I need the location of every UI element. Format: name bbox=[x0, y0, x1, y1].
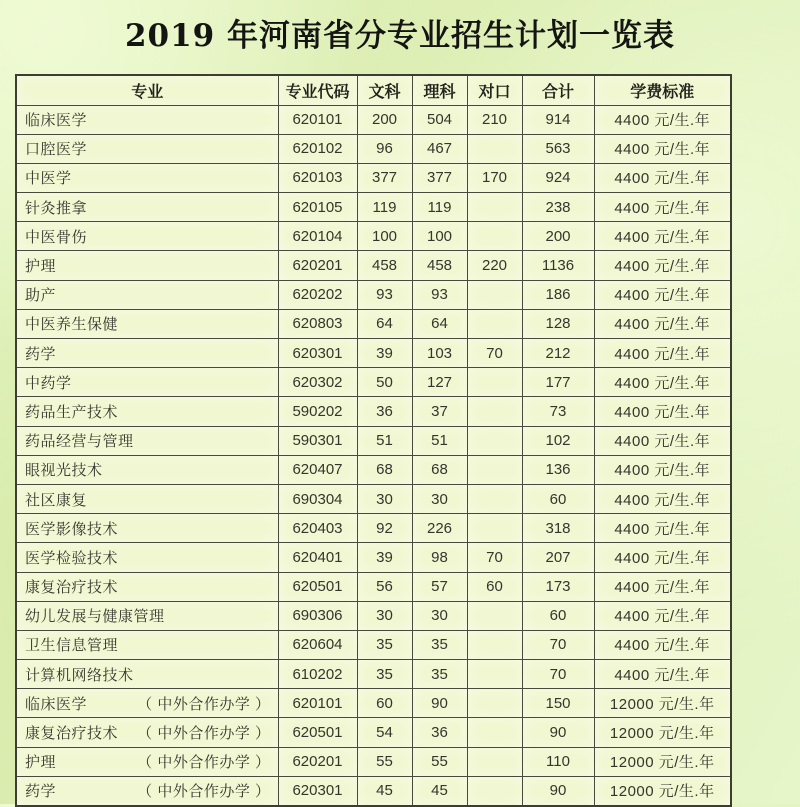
total-count-cell: 73 bbox=[522, 397, 594, 426]
arts-count-cell: 458 bbox=[357, 251, 412, 280]
major-cell bbox=[16, 455, 278, 484]
column-header: 对口 bbox=[467, 75, 522, 105]
tuition-cell: 4400 元/生.年 bbox=[594, 426, 731, 455]
major-cell bbox=[16, 339, 278, 368]
tuition-cell: 4400 元/生.年 bbox=[594, 339, 731, 368]
code-cell: 620101 bbox=[278, 689, 357, 718]
vocational-count-cell bbox=[467, 134, 522, 163]
major-name: 中医骨伤 bbox=[25, 228, 88, 246]
major-name: 口腔医学 bbox=[25, 141, 88, 159]
arts-count-cell: 39 bbox=[357, 339, 412, 368]
total-count-cell: 102 bbox=[522, 426, 594, 455]
arts-count-cell: 39 bbox=[357, 543, 412, 572]
total-count-cell: 177 bbox=[522, 368, 594, 397]
total-count-cell: 136 bbox=[522, 455, 594, 484]
tuition-cell: 4400 元/生.年 bbox=[594, 105, 731, 134]
major-cell bbox=[16, 747, 278, 776]
major-cell bbox=[16, 163, 278, 192]
vocational-count-cell bbox=[467, 776, 522, 805]
vocational-count-cell: 210 bbox=[467, 105, 522, 134]
major-name: 康复治疗技术 bbox=[25, 579, 119, 597]
table-row bbox=[16, 397, 731, 426]
code-cell: 690304 bbox=[278, 484, 357, 513]
code-cell: 620103 bbox=[278, 163, 357, 192]
arts-count-cell: 54 bbox=[357, 718, 412, 747]
total-count-cell: 70 bbox=[522, 630, 594, 659]
tuition-cell: 4400 元/生.年 bbox=[594, 630, 731, 659]
major-cell bbox=[16, 484, 278, 513]
science-count-cell: 55 bbox=[412, 747, 467, 776]
arts-count-cell: 64 bbox=[357, 309, 412, 338]
table-row bbox=[16, 134, 731, 163]
science-count-cell: 35 bbox=[412, 630, 467, 659]
tuition-cell: 12000 元/生.年 bbox=[594, 747, 731, 776]
major-name: 康复治疗技术 bbox=[25, 725, 119, 743]
science-count-cell: 103 bbox=[412, 339, 467, 368]
table-row bbox=[16, 660, 731, 689]
code-cell: 620202 bbox=[278, 280, 357, 309]
vocational-count-cell: 220 bbox=[467, 251, 522, 280]
vocational-count-cell bbox=[467, 660, 522, 689]
total-count-cell: 186 bbox=[522, 280, 594, 309]
code-cell: 620401 bbox=[278, 543, 357, 572]
table-row bbox=[16, 163, 731, 192]
tuition-cell: 4400 元/生.年 bbox=[594, 222, 731, 251]
science-count-cell: 98 bbox=[412, 543, 467, 572]
tuition-cell: 12000 元/生.年 bbox=[594, 689, 731, 718]
major-cell bbox=[16, 718, 278, 747]
table-row bbox=[16, 455, 731, 484]
major-name: 中药学 bbox=[25, 374, 72, 392]
major-cell bbox=[16, 105, 278, 134]
major-cell bbox=[16, 543, 278, 572]
enrollment-table bbox=[15, 74, 732, 807]
major-cell bbox=[16, 660, 278, 689]
code-cell: 610202 bbox=[278, 660, 357, 689]
major-name: 针灸推拿 bbox=[25, 199, 88, 217]
code-cell: 620102 bbox=[278, 134, 357, 163]
science-count-cell: 68 bbox=[412, 455, 467, 484]
table-row bbox=[16, 484, 731, 513]
arts-count-cell: 200 bbox=[357, 105, 412, 134]
major-note: （ 中外合作办学 ） bbox=[137, 754, 271, 772]
table-row bbox=[16, 689, 731, 718]
total-count-cell: 150 bbox=[522, 689, 594, 718]
vocational-count-cell bbox=[467, 426, 522, 455]
vocational-count-cell bbox=[467, 718, 522, 747]
major-note: （ 中外合作办学 ） bbox=[137, 783, 271, 801]
code-cell: 690306 bbox=[278, 601, 357, 630]
major-name: 计算机网络技术 bbox=[25, 666, 134, 684]
major-cell bbox=[16, 368, 278, 397]
vocational-count-cell bbox=[467, 601, 522, 630]
major-name: 药品生产技术 bbox=[25, 403, 119, 421]
arts-count-cell: 36 bbox=[357, 397, 412, 426]
vocational-count-cell bbox=[467, 630, 522, 659]
tuition-cell: 4400 元/生.年 bbox=[594, 309, 731, 338]
major-name: 护理 bbox=[25, 258, 57, 276]
code-cell: 620201 bbox=[278, 251, 357, 280]
arts-count-cell: 96 bbox=[357, 134, 412, 163]
vocational-count-cell bbox=[467, 747, 522, 776]
code-cell: 620301 bbox=[278, 776, 357, 805]
major-cell bbox=[16, 601, 278, 630]
code-cell: 590202 bbox=[278, 397, 357, 426]
total-count-cell: 128 bbox=[522, 309, 594, 338]
vocational-count-cell: 70 bbox=[467, 339, 522, 368]
vocational-count-cell bbox=[467, 193, 522, 222]
major-name: 眼视光技术 bbox=[25, 462, 103, 480]
major-cell bbox=[16, 776, 278, 805]
arts-count-cell: 92 bbox=[357, 514, 412, 543]
total-count-cell: 110 bbox=[522, 747, 594, 776]
vocational-count-cell bbox=[467, 280, 522, 309]
science-count-cell: 35 bbox=[412, 660, 467, 689]
major-cell bbox=[16, 630, 278, 659]
arts-count-cell: 35 bbox=[357, 630, 412, 659]
science-count-cell: 504 bbox=[412, 105, 467, 134]
major-name: 医学检验技术 bbox=[25, 549, 119, 567]
table-row bbox=[16, 747, 731, 776]
total-count-cell: 212 bbox=[522, 339, 594, 368]
major-name: 卫生信息管理 bbox=[25, 637, 119, 655]
major-name: 药学 bbox=[25, 345, 57, 363]
code-cell: 620101 bbox=[278, 105, 357, 134]
major-name: 中医养生保健 bbox=[25, 316, 119, 334]
major-name: 中医学 bbox=[25, 170, 72, 188]
science-count-cell: 37 bbox=[412, 397, 467, 426]
vocational-count-cell: 70 bbox=[467, 543, 522, 572]
science-count-cell: 100 bbox=[412, 222, 467, 251]
total-count-cell: 60 bbox=[522, 484, 594, 513]
vocational-count-cell: 60 bbox=[467, 572, 522, 601]
total-count-cell: 173 bbox=[522, 572, 594, 601]
table-row bbox=[16, 309, 731, 338]
code-cell: 620302 bbox=[278, 368, 357, 397]
major-cell bbox=[16, 193, 278, 222]
column-header: 合计 bbox=[522, 75, 594, 105]
code-cell: 620104 bbox=[278, 222, 357, 251]
code-cell: 620403 bbox=[278, 514, 357, 543]
tuition-cell: 4400 元/生.年 bbox=[594, 193, 731, 222]
tuition-cell: 4400 元/生.年 bbox=[594, 660, 731, 689]
science-count-cell: 51 bbox=[412, 426, 467, 455]
arts-count-cell: 377 bbox=[357, 163, 412, 192]
science-count-cell: 57 bbox=[412, 572, 467, 601]
arts-count-cell: 30 bbox=[357, 484, 412, 513]
science-count-cell: 64 bbox=[412, 309, 467, 338]
vocational-count-cell bbox=[467, 309, 522, 338]
science-count-cell: 90 bbox=[412, 689, 467, 718]
total-count-cell: 90 bbox=[522, 776, 594, 805]
table-row bbox=[16, 630, 731, 659]
total-count-cell: 200 bbox=[522, 222, 594, 251]
total-count-cell: 90 bbox=[522, 718, 594, 747]
major-name: 社区康复 bbox=[25, 491, 88, 509]
table-row bbox=[16, 280, 731, 309]
column-header: 专业代码 bbox=[278, 75, 357, 105]
table-body bbox=[16, 105, 731, 806]
tuition-cell: 12000 元/生.年 bbox=[594, 718, 731, 747]
tuition-cell: 4400 元/生.年 bbox=[594, 397, 731, 426]
arts-count-cell: 51 bbox=[357, 426, 412, 455]
table-header-row bbox=[16, 75, 731, 105]
code-cell: 620105 bbox=[278, 193, 357, 222]
enrollment-plan-table bbox=[15, 74, 732, 807]
science-count-cell: 45 bbox=[412, 776, 467, 805]
table-row bbox=[16, 543, 731, 572]
tuition-cell: 12000 元/生.年 bbox=[594, 776, 731, 805]
major-name: 临床医学 bbox=[25, 112, 88, 130]
tuition-cell: 4400 元/生.年 bbox=[594, 163, 731, 192]
science-count-cell: 377 bbox=[412, 163, 467, 192]
major-note: （ 中外合作办学 ） bbox=[137, 725, 271, 743]
major-name: 助产 bbox=[25, 287, 57, 305]
tuition-cell: 4400 元/生.年 bbox=[594, 484, 731, 513]
major-cell bbox=[16, 309, 278, 338]
major-cell bbox=[16, 572, 278, 601]
table-row bbox=[16, 718, 731, 747]
tuition-cell: 4400 元/生.年 bbox=[594, 280, 731, 309]
code-cell: 620501 bbox=[278, 718, 357, 747]
arts-count-cell: 119 bbox=[357, 193, 412, 222]
major-cell bbox=[16, 134, 278, 163]
vocational-count-cell bbox=[467, 455, 522, 484]
total-count-cell: 924 bbox=[522, 163, 594, 192]
code-cell: 620803 bbox=[278, 309, 357, 338]
table-row bbox=[16, 572, 731, 601]
vocational-count-cell bbox=[467, 689, 522, 718]
vocational-count-cell bbox=[467, 484, 522, 513]
table-row bbox=[16, 514, 731, 543]
table-row bbox=[16, 193, 731, 222]
code-cell: 620201 bbox=[278, 747, 357, 776]
table-row bbox=[16, 776, 731, 805]
major-cell bbox=[16, 514, 278, 543]
major-name: 临床医学 bbox=[25, 695, 88, 713]
column-header: 专业 bbox=[16, 75, 278, 105]
total-count-cell: 238 bbox=[522, 193, 594, 222]
total-count-cell: 1136 bbox=[522, 251, 594, 280]
column-header: 理科 bbox=[412, 75, 467, 105]
vocational-count-cell bbox=[467, 514, 522, 543]
table-row bbox=[16, 339, 731, 368]
total-count-cell: 207 bbox=[522, 543, 594, 572]
science-count-cell: 226 bbox=[412, 514, 467, 543]
arts-count-cell: 60 bbox=[357, 689, 412, 718]
code-cell: 620501 bbox=[278, 572, 357, 601]
tuition-cell: 4400 元/生.年 bbox=[594, 455, 731, 484]
table-row bbox=[16, 251, 731, 280]
total-count-cell: 914 bbox=[522, 105, 594, 134]
science-count-cell: 30 bbox=[412, 601, 467, 630]
arts-count-cell: 35 bbox=[357, 660, 412, 689]
tuition-cell: 4400 元/生.年 bbox=[594, 368, 731, 397]
science-count-cell: 36 bbox=[412, 718, 467, 747]
total-count-cell: 60 bbox=[522, 601, 594, 630]
table-row bbox=[16, 222, 731, 251]
arts-count-cell: 93 bbox=[357, 280, 412, 309]
major-note: （ 中外合作办学 ） bbox=[137, 695, 271, 713]
code-cell: 620604 bbox=[278, 630, 357, 659]
code-cell: 620407 bbox=[278, 455, 357, 484]
science-count-cell: 119 bbox=[412, 193, 467, 222]
tuition-cell: 4400 元/生.年 bbox=[594, 251, 731, 280]
science-count-cell: 30 bbox=[412, 484, 467, 513]
table-row bbox=[16, 368, 731, 397]
table-row bbox=[16, 601, 731, 630]
science-count-cell: 467 bbox=[412, 134, 467, 163]
arts-count-cell: 55 bbox=[357, 747, 412, 776]
arts-count-cell: 30 bbox=[357, 601, 412, 630]
science-count-cell: 127 bbox=[412, 368, 467, 397]
table-row bbox=[16, 105, 731, 134]
arts-count-cell: 100 bbox=[357, 222, 412, 251]
major-name: 医学影像技术 bbox=[25, 520, 119, 538]
code-cell: 620301 bbox=[278, 339, 357, 368]
page-title: 2019 年河南省分专业招生计划一览表 bbox=[124, 18, 676, 54]
science-count-cell: 93 bbox=[412, 280, 467, 309]
major-name: 药品经营与管理 bbox=[25, 433, 134, 451]
major-cell bbox=[16, 280, 278, 309]
tuition-cell: 4400 元/生.年 bbox=[594, 572, 731, 601]
total-count-cell: 70 bbox=[522, 660, 594, 689]
vocational-count-cell: 170 bbox=[467, 163, 522, 192]
code-cell: 590301 bbox=[278, 426, 357, 455]
arts-count-cell: 56 bbox=[357, 572, 412, 601]
major-cell bbox=[16, 251, 278, 280]
major-name: 护理 bbox=[25, 754, 57, 772]
tuition-cell: 4400 元/生.年 bbox=[594, 543, 731, 572]
total-count-cell: 563 bbox=[522, 134, 594, 163]
major-name: 药学 bbox=[25, 783, 57, 801]
major-cell bbox=[16, 397, 278, 426]
tuition-cell: 4400 元/生.年 bbox=[594, 514, 731, 543]
major-cell bbox=[16, 222, 278, 251]
tuition-cell: 4400 元/生.年 bbox=[594, 134, 731, 163]
major-name: 幼儿发展与健康管理 bbox=[25, 608, 165, 626]
column-header: 文科 bbox=[357, 75, 412, 105]
arts-count-cell: 50 bbox=[357, 368, 412, 397]
major-cell bbox=[16, 689, 278, 718]
tuition-cell: 4400 元/生.年 bbox=[594, 601, 731, 630]
arts-count-cell: 45 bbox=[357, 776, 412, 805]
column-header: 学费标准 bbox=[594, 75, 731, 105]
vocational-count-cell bbox=[467, 368, 522, 397]
arts-count-cell: 68 bbox=[357, 455, 412, 484]
major-cell bbox=[16, 426, 278, 455]
vocational-count-cell bbox=[467, 222, 522, 251]
vocational-count-cell bbox=[467, 397, 522, 426]
science-count-cell: 458 bbox=[412, 251, 467, 280]
table-row bbox=[16, 426, 731, 455]
total-count-cell: 318 bbox=[522, 514, 594, 543]
